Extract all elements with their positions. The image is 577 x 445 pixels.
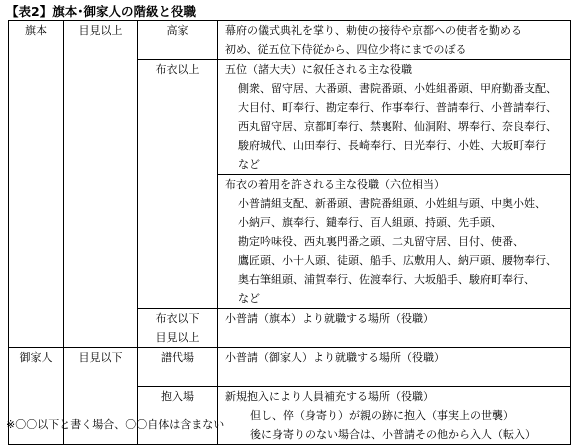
gokenin-label: 御家人 <box>19 351 53 364</box>
omemie-ika-label: 目見以下 <box>78 351 123 364</box>
office-list-line: 小普請組支配、新番頭、書院番組頭、小姓組与頭、中奥小姓、 <box>238 197 546 210</box>
hoi-use-desc-cell <box>218 175 571 309</box>
fudaiba-cell <box>138 348 218 387</box>
hatamoto-cell <box>9 21 64 348</box>
office-list-line: 側衆、留守居、大番頭、書院番頭、小姓組番頭、甲府勤番支配、 <box>238 82 557 95</box>
office-list-line: 駿府城代、山田奉行、長崎奉行、日光奉行、小姓、大坂町奉行 <box>238 139 546 152</box>
hoi-ika-desc-cell <box>218 309 571 348</box>
koke-desc-line: 幕府の儀式典礼を掌り、勅使の接待や京都への使者を勤める <box>225 24 522 37</box>
koke-label: 高家 <box>166 24 189 37</box>
office-list-line: 奥右筆組頭、浦賀奉行、佐渡奉行、大坂船手、駿府町奉行、 <box>238 273 535 286</box>
office-list-line: など <box>238 158 260 171</box>
kakaeba-desc-line: 新規抱入により人員補充する場所（役職） <box>225 390 434 403</box>
hoi-ika-label: 布衣以下 <box>155 312 200 325</box>
hoi-ijo-cell <box>138 60 218 309</box>
kakaeba-desc-line: 後に身寄りのない場合は、小普請その他から入人（転入） <box>250 428 536 441</box>
hoi-ika-sublabel: 目見以上 <box>155 331 200 344</box>
fudaiba-desc-cell <box>218 348 571 387</box>
office-list-line: 大目付、町奉行、勘定奉行、作事奉行、普請奉行、小普請奉行、 <box>238 101 557 114</box>
footnote: ※〇〇以下と書く場合、〇〇自体は含まない <box>6 418 225 431</box>
rank-table <box>8 20 571 445</box>
office-list-line: など <box>238 292 260 305</box>
hoi-ika-desc: 小普請（旗本）より就職する場所（役職） <box>225 312 434 325</box>
office-list-line: 勘定吟味役、西丸裏門番之頭、二丸留守居、目付、使番、 <box>238 235 524 248</box>
omemie-ijo-cell <box>64 21 138 348</box>
table-title: 【表2】旗本･御家人の階級と役職 <box>6 4 196 19</box>
hoi-ijo-desc-cell <box>218 60 571 175</box>
office-list-line: 西丸留守居、京都町奉行、禁裏附、仙洞附、堺奉行、奈良奉行、 <box>238 120 557 133</box>
table-row <box>9 21 571 60</box>
office-list-line: 鷹匠頭、小十人頭、徒頭、船手、広敷用人、納戸頭、腰物奉行、 <box>238 254 557 267</box>
fudaiba-label: 譜代場 <box>161 351 194 364</box>
fudaiba-desc: 小普請（御家人）より就職する場所（役職） <box>225 351 445 364</box>
hoi-ijo-heading: 五位（諸大夫）に叙任される主な役職 <box>225 63 412 76</box>
table-row <box>9 348 571 387</box>
omemie-ijo-label: 目見以上 <box>78 24 123 37</box>
hatamoto-label: 旗本 <box>25 24 47 37</box>
koke-desc-line: 初め、従五位下侍従から、四位少将にまでのぼる <box>225 43 467 56</box>
hoi-use-heading: 布衣の着用を許される主な役職（六位相当） <box>225 178 445 191</box>
koke-cell <box>138 21 218 60</box>
office-list-line: 小納戸、旗奉行、鑓奉行、百人組頭、持頭、先手頭、 <box>238 216 502 229</box>
hoi-ijo-label: 布衣以上 <box>155 63 200 76</box>
kakaeba-label: 抱入場 <box>161 390 194 403</box>
kakaeba-desc-line: 但し、倅（身寄り）が親の跡に抱入（事実上の世襲） <box>250 409 514 422</box>
koke-desc-cell <box>218 21 571 60</box>
hoi-ika-cell <box>138 309 218 348</box>
